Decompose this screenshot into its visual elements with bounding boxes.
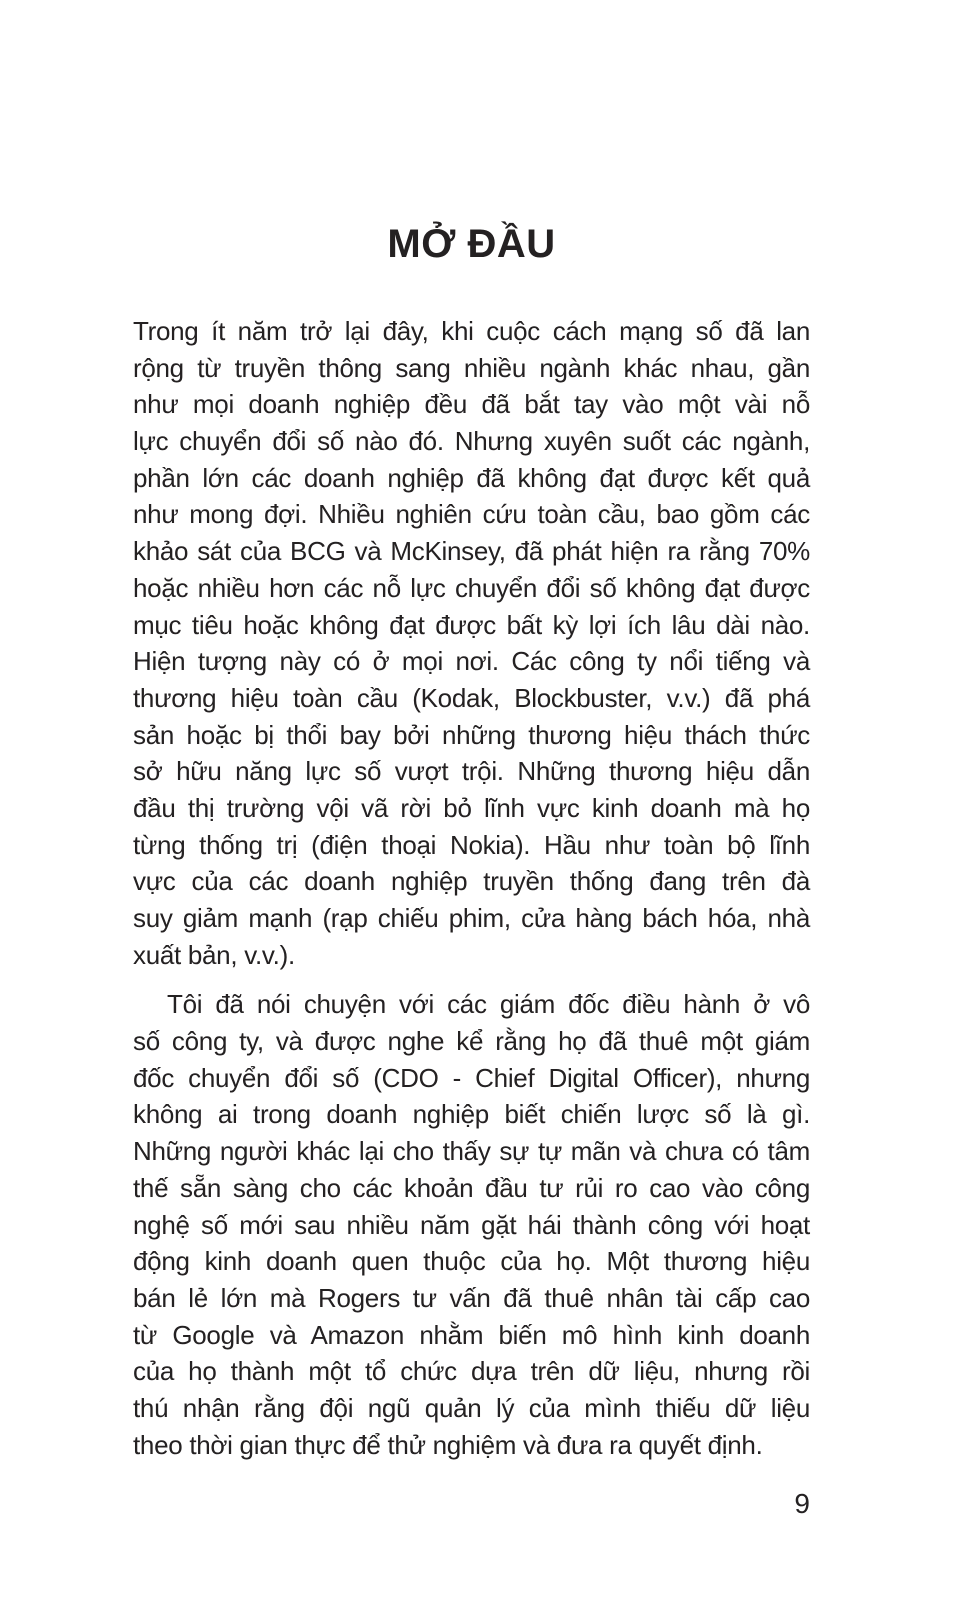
text-line: Những người khác lại cho thấy sự tự mãn và chưa có tâm [133, 1136, 810, 1167]
text-line: hoặc nhiều hơn các nỗ lực chuyển đổi số không đạt được [133, 572, 810, 603]
text-line: đốc chuyển đổi số (CDO - Chief Digital Officer), nhưng [133, 1062, 810, 1093]
text-line: Tôi đã nói chuyện với các giám đốc điều hành ở vô [167, 989, 810, 1020]
text-line: từng thống trị (điện thoại Nokia). Hầu như toàn bộ lĩnh [133, 829, 810, 860]
text-line: theo thời gian thực để thử nghiệm và đưa ra quyết định. [133, 1429, 763, 1460]
text-line: động kinh doanh quen thuộc của họ. Một thương hiệu [133, 1246, 810, 1277]
text-line: sản hoặc bị thổi bay bởi những thương hiệu thách thức [133, 719, 810, 750]
text-line: lực chuyển đổi số nào đó. Nhưng xuyên suốt các ngành, [133, 426, 810, 457]
text-line: suy giảm mạnh (rạp chiếu phim, cửa hàng bách hóa, nhà [133, 903, 810, 933]
text-line: nghệ số mới sau nhiều năm gặt hái thành công với hoạt [133, 1209, 810, 1240]
text-line: như mọi doanh nghiệp đều đã bắt tay vào một vài nỗ [133, 389, 810, 420]
page-number: 9 [794, 1488, 810, 1519]
text-line: khảo sát của BCG và McKinsey, đã phát hiện ra rằng 70% [133, 536, 810, 567]
page-title: MỞ ĐẦU [387, 222, 556, 266]
paragraph [133, 986, 810, 1463]
text-line: của họ thành một tổ chức dựa trên dữ liệu, nhưng rồi [133, 1356, 810, 1387]
text-line: như mong đợi. Nhiều nghiên cứu toàn cầu, bao gồm các [133, 499, 810, 530]
text-line: bán lẻ lớn mà Rogers tư vấn đã thuê nhân tài cấp cao [133, 1282, 810, 1313]
text-line: không ai trong doanh nghiệp biết chiến lược số là gì. [133, 1099, 810, 1130]
text-line: đầu thị trường vội vã rời bỏ lĩnh vực kinh doanh mà họ [133, 792, 810, 823]
text-line: sở hữu năng lực số vượt trội. Những thương hiệu dẫn [133, 756, 810, 787]
text-line: số công ty, và được nghe kể rằng họ đã thuê một giám [133, 1026, 810, 1057]
text-line: Hiện tượng này có ở mọi nơi. Các công ty nổi tiếng và [133, 646, 810, 677]
text-line: thú nhận rằng đội ngũ quản lý của mình thiếu dữ liệu [133, 1392, 810, 1423]
text-line: phần lớn các doanh nghiệp đã không đạt được kết quả [133, 462, 810, 493]
text-line: từ Google và Amazon nhằm biến mô hình kinh doanh [133, 1319, 810, 1350]
paragraph [133, 313, 810, 973]
text-line: rộng từ truyền thông sang nhiều ngành khác nhau, gần [133, 352, 810, 383]
text-line: xuất bản, v.v.). [133, 939, 295, 970]
text-line: vực của các doanh nghiệp truyền thống đang trên đà [133, 866, 810, 897]
text-line: thế sẵn sàng cho các khoản đầu tư rủi ro cao vào công [133, 1172, 810, 1203]
body-text [133, 313, 810, 1463]
text-line: Trong ít năm trở lại đây, khi cuộc cách mạng số đã lan [133, 316, 810, 346]
text-line: thương hiệu toàn cầu (Kodak, Blockbuster, v.v.) đã phá [133, 682, 810, 713]
text-line: mục tiêu hoặc không đạt được bất kỳ lợi ích lâu dài nào. [133, 609, 810, 640]
text-block [133, 0, 810, 1463]
